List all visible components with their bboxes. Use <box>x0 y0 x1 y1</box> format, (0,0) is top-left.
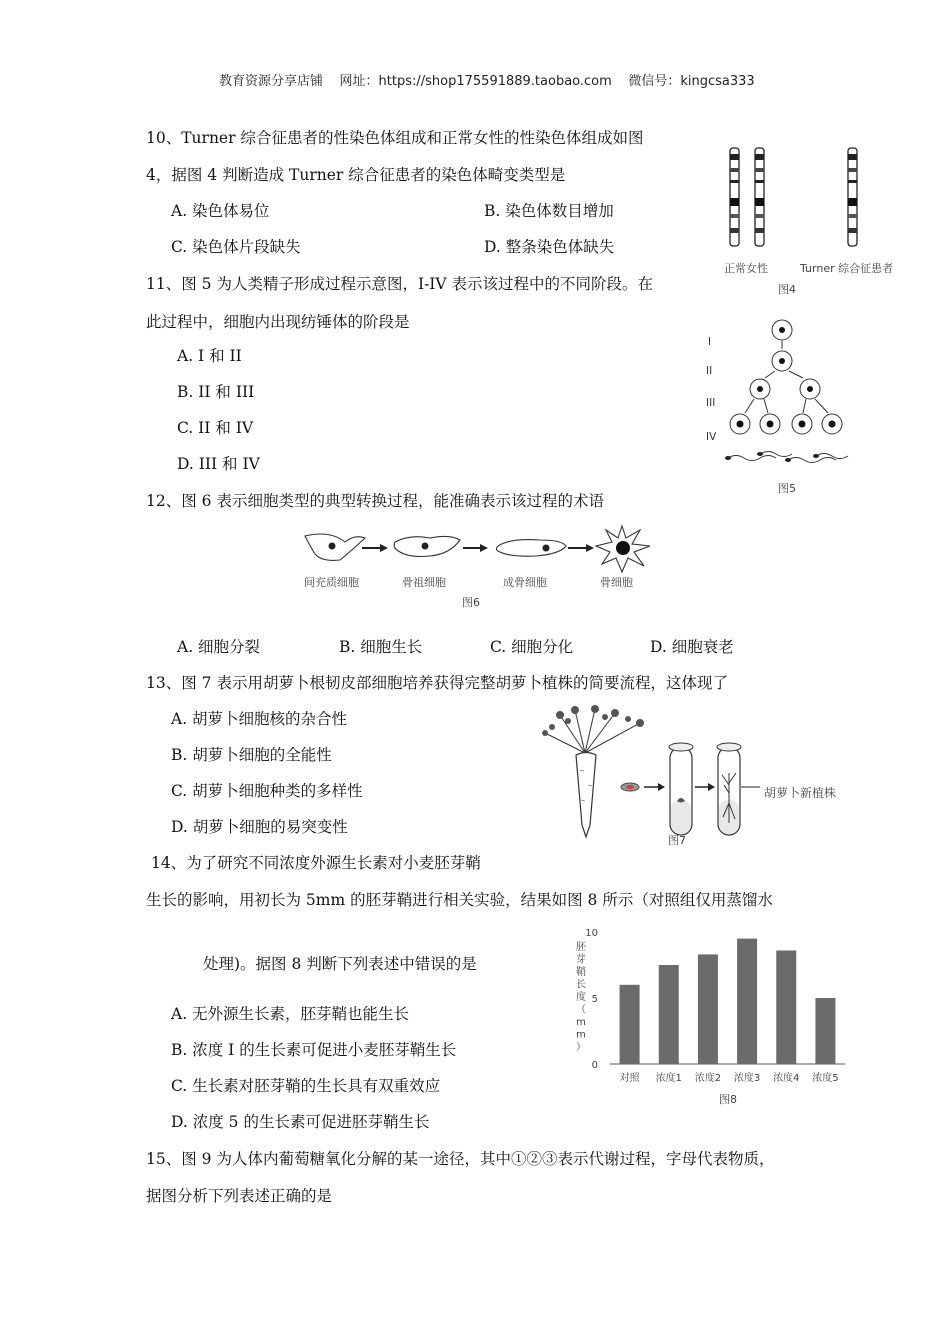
chart-y-axis-label <box>576 941 587 1053</box>
chart-bar-3 <box>737 939 757 1064</box>
chart-y-label-char-1: 芽 <box>576 954 586 966</box>
q15-line1: 15、图 9 为人体内葡萄糖氧化分解的某一途径，其中①②③表示代谢过程，字母代表物质， <box>146 1150 775 1168</box>
chart-title: 图8 <box>719 1093 737 1106</box>
q12-option-a: A. 细胞分裂 <box>177 638 261 656</box>
q14-line1: 14、为了研究不同浓度外源生长素对小麦胚芽鞘 <box>151 854 481 872</box>
chart-x-tick-1: 浓度1 <box>655 1073 682 1084</box>
q12-option-c: C. 细胞分化 <box>490 638 574 656</box>
q13-option-b: B. 胡萝卜细胞的全能性 <box>171 746 332 764</box>
q11-line1: 11、图 5 为人类精子形成过程示意图，I-IV 表示该过程中的不同阶段。在 <box>146 275 654 293</box>
chart-x-tick-0: 对照 <box>619 1073 640 1084</box>
q10-option-a: A. 染色体易位 <box>171 202 270 220</box>
chart-y-label-char-5: （ <box>576 1004 586 1016</box>
chart-y-label-char-3: 长 <box>576 979 586 991</box>
chart-bar-4 <box>776 950 796 1064</box>
figure-7-carrot-culture <box>540 705 760 840</box>
chart-y-tick-0: 0 <box>591 1060 598 1071</box>
fig6-cell-1: 间充质细胞 <box>304 576 359 589</box>
chart-bar-1 <box>659 965 679 1064</box>
chart-y-label-char-0: 胚 <box>576 942 586 953</box>
q13-line1: 13、图 7 表示用胡萝卜根韧皮部细胞培养获得完整胡萝卜植株的简要流程，这体现了 <box>146 674 728 692</box>
chromosome-normal-2 <box>755 148 764 246</box>
q10-option-d: D. 整条染色体缺失 <box>484 238 615 256</box>
fig7-label: 胡萝卜新植株 <box>764 786 837 800</box>
q13-option-c: C. 胡萝卜细胞种类的多样性 <box>171 782 363 800</box>
fig6-cell-3: 成骨细胞 <box>503 576 547 589</box>
q11-option-d: D. III 和 IV <box>177 455 260 473</box>
chart-y-tick-1: 5 <box>591 994 598 1005</box>
chart-bar-2 <box>698 954 718 1064</box>
figure-5-spermatogenesis <box>720 316 860 476</box>
q11-option-b: B. II 和 III <box>177 383 255 401</box>
fig5-stage-1: I <box>708 336 712 348</box>
q10-option-c: C. 染色体片段缺失 <box>171 238 301 256</box>
fig6-caption: 图6 <box>462 596 480 609</box>
fig6-cell-2: 骨祖细胞 <box>402 576 446 589</box>
fig5-stage-2: II <box>706 365 713 377</box>
q14-line3: 处理)。据图 8 判断下列表述中错误的是 <box>203 955 477 973</box>
q13-option-a: A. 胡萝卜细胞核的杂合性 <box>171 710 348 728</box>
q15-line2: 据图分析下列表述正确的是 <box>146 1187 333 1205</box>
chart-bar-5 <box>815 998 835 1064</box>
fig4-label-turner: Turner 综合征患者 <box>800 262 894 275</box>
page-header <box>219 70 755 89</box>
q11-option-a: A. I 和 II <box>177 347 242 365</box>
figure-8-bar-chart <box>565 920 855 1115</box>
q14-option-d: D. 浓度 5 的生长素可促进胚芽鞘生长 <box>171 1113 430 1131</box>
q10-option-b: B. 染色体数目增加 <box>484 202 614 220</box>
q14-option-c: C. 生长素对胚芽鞘的生长具有双重效应 <box>171 1077 441 1095</box>
q12-option-d: D. 细胞衰老 <box>650 638 734 656</box>
chart-x-tick-5: 浓度5 <box>812 1073 839 1084</box>
fig5-caption: 图5 <box>778 482 796 495</box>
q14-line2: 生长的影响，用初长为 5mm 的胚芽鞘进行相关实验，结果如图 8 所示（对照组仅用蒸馏水 <box>146 891 773 909</box>
chart-x-tick-3: 浓度3 <box>733 1073 761 1084</box>
fig5-stage-4: IV <box>706 431 717 443</box>
fig5-stage-3: III <box>706 397 716 409</box>
chart-y-label-char-2: 鞘 <box>576 967 586 978</box>
q11-line2: 此过程中，细胞内出现纺锤体的阶段是 <box>146 313 410 331</box>
chart-x-tick-4: 浓度4 <box>773 1073 800 1084</box>
figure-4-chromosomes <box>715 140 915 300</box>
chart-y-label-char-6: m <box>576 1017 586 1028</box>
q12-line1: 12、图 6 表示细胞类型的典型转换过程，能准确表示该过程的术语 <box>146 492 604 510</box>
chart-y-label-char-7: m <box>576 1029 586 1041</box>
chart-y-label-char-4: 度 <box>576 992 586 1003</box>
q10-line1: 10、Turner 综合征患者的性染色体组成和正常女性的性染色体组成如图 <box>146 129 644 147</box>
figure-6-cell-types <box>300 524 660 574</box>
chart-y-label-char-8: ） <box>576 1042 586 1053</box>
q13-option-d: D. 胡萝卜细胞的易突变性 <box>171 818 348 836</box>
q11-option-c: C. II 和 IV <box>177 419 254 437</box>
fig7-caption: 图7 <box>668 834 686 847</box>
fig6-cell-4: 骨细胞 <box>600 576 633 589</box>
fig4-caption: 图4 <box>778 283 796 296</box>
chart-bar-0 <box>620 985 640 1064</box>
chart-x-tick-2: 浓度2 <box>694 1073 722 1084</box>
header-site[interactable]: 网址：https://shop175591889.taobao.com <box>339 74 612 89</box>
q14-option-a: A. 无外源生长素，胚芽鞘也能生长 <box>171 1005 410 1023</box>
chromosome-turner <box>848 148 857 246</box>
q10-line2: 4，据图 4 判断造成 Turner 综合征患者的染色体畸变类型是 <box>146 166 566 184</box>
q12-option-b: B. 细胞生长 <box>339 638 423 656</box>
header-wechat: 微信号：kingcsa333 <box>628 74 755 89</box>
header-shop: 教育资源分享店铺 <box>219 74 324 89</box>
chromosome-normal-1 <box>730 148 739 246</box>
fig4-label-normal: 正常女性 <box>724 262 768 275</box>
q14-option-b: B. 浓度 I 的生长素可促进小麦胚芽鞘生长 <box>171 1041 457 1059</box>
chart-y-tick-2: 10 <box>585 928 598 939</box>
